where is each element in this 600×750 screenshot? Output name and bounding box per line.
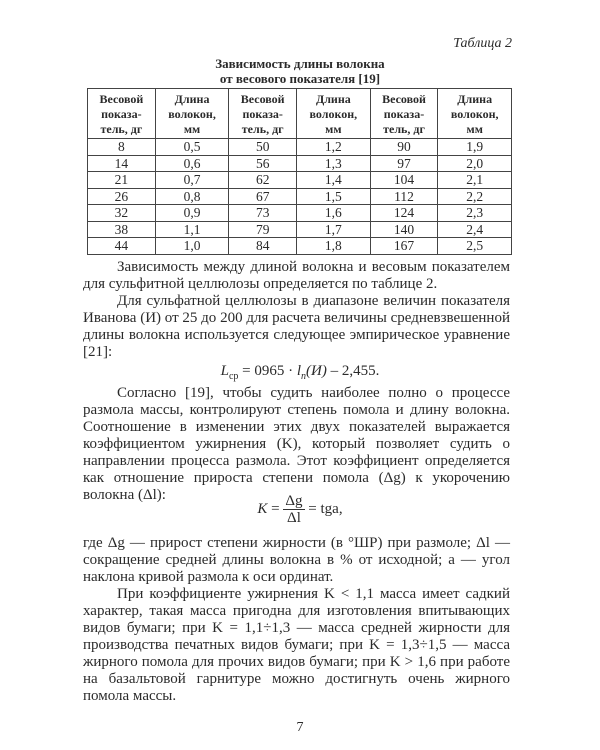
table-cell: 104	[370, 172, 438, 189]
table-row	[88, 238, 512, 255]
formula-rhs-b: (И)	[306, 363, 327, 379]
column-header	[297, 89, 371, 139]
paragraph-refining: Согласно [19], чтобы судить наиболее полно о процессе размола массы, контролируют степень помола и длину волокна. Соотношение в изменении этих двух показателей выражается коэффициентом ужирнения (K), который позволяет судить о направлении процесса размола. Этот коэффициент определяется как отношение прироста степени помола (Δg) к укорочению волокна (Δl):	[83, 385, 510, 503]
column-header-line: волокон,	[450, 106, 499, 121]
page-number: 7	[296, 720, 304, 735]
table-cell: 1,2	[297, 139, 371, 156]
table-cell: 140	[370, 221, 438, 238]
table-cell: 1,3	[297, 155, 371, 172]
formula-k: K	[257, 500, 268, 517]
body-text-block-2	[83, 385, 510, 504]
column-header-line: показа-	[383, 106, 425, 121]
table-cell: 1,8	[297, 238, 371, 255]
table-cell: 50	[229, 139, 297, 156]
table-row	[88, 221, 512, 238]
table-cell: 2,0	[438, 155, 512, 172]
table-cell: 56	[229, 155, 297, 172]
column-header-line: Длина	[315, 91, 351, 106]
table-header-row	[88, 89, 512, 139]
table-cell: 79	[229, 221, 297, 238]
body-text-block-1	[83, 259, 510, 361]
column-header-line: мм	[183, 121, 201, 136]
paragraph-sulfate: Для сульфатной целлюлозы в диапазоне величин показателя Иванова (И) от 25 до 200 для расчета величины средневзвешенной длины волокна используется следующее эмпирическое уравнение [21]:	[83, 293, 510, 360]
paragraph-definitions: где Δg — прирост степени жирности (в °ШР) при размоле; Δl — сокращение средней длины волокна в % от исходной; a — угол наклона кривой размола к оси ординат.	[83, 535, 510, 585]
table-cell: 1,0	[155, 238, 229, 255]
table-cell: 112	[370, 188, 438, 205]
column-header-line: Длина	[457, 91, 493, 106]
fiber-length-table	[87, 88, 512, 255]
column-header-line: Весовой	[99, 91, 144, 106]
column-header-line: показа-	[101, 106, 142, 121]
table-cell: 38	[88, 221, 156, 238]
column-header-line: волокон,	[309, 106, 358, 121]
column-header	[438, 89, 512, 139]
column-header-line: Длина	[174, 91, 210, 106]
formula-rhs: = tga,	[304, 500, 343, 517]
table-cell: 1,6	[297, 205, 371, 222]
table-cell: 21	[88, 172, 156, 189]
table-cell: 1,4	[297, 172, 371, 189]
table-cell: 14	[88, 155, 156, 172]
column-header-line: показа-	[242, 106, 283, 121]
table-cell: 0,5	[155, 139, 229, 156]
column-header	[155, 89, 229, 139]
column-header-line: тель, дг	[383, 121, 425, 136]
table-cell: 0,9	[155, 205, 229, 222]
table-row	[88, 205, 512, 222]
table-cell: 167	[370, 238, 438, 255]
column-header	[229, 89, 297, 139]
table-cell: 73	[229, 205, 297, 222]
table-cell: 32	[88, 205, 156, 222]
column-header	[88, 89, 156, 139]
column-header-line: Весовой	[240, 91, 285, 106]
fraction	[283, 493, 304, 526]
table-cell: 90	[370, 139, 438, 156]
formula-eq: =	[267, 500, 284, 517]
column-header-line: тель, дг	[100, 121, 143, 136]
table-title-line-2: от весового показателя [19]	[219, 71, 381, 86]
column-header-line: мм	[466, 121, 483, 136]
table-cell: 1,5	[297, 188, 371, 205]
column-header-line: Весовой	[382, 91, 426, 106]
column-header-line: тель, дг	[241, 121, 284, 136]
formula-average-length	[0, 363, 600, 382]
table-cell: 84	[229, 238, 297, 255]
table-cell: 62	[229, 172, 297, 189]
table-cell: 1,9	[438, 139, 512, 156]
table-row	[88, 188, 512, 205]
table-cell: 26	[88, 188, 156, 205]
formula-rhs-c: – 2,455.	[326, 363, 380, 379]
table-body	[88, 139, 512, 255]
formula-coefficient	[0, 493, 600, 526]
table-cell: 124	[370, 205, 438, 222]
table-cell: 2,3	[438, 205, 512, 222]
table-cell: 2,2	[438, 188, 512, 205]
table-row	[88, 139, 512, 156]
table-cell: 1,1	[155, 221, 229, 238]
formula-lhs-sub: ср	[228, 371, 239, 382]
fraction-numerator: Δg	[285, 493, 303, 509]
table-cell: 8	[88, 139, 156, 156]
column-header-line: волокон,	[168, 106, 216, 121]
table-row	[88, 155, 512, 172]
paragraph-sulfite: Зависимость между длиной волокна и весовым показателем для сульфитной целлюлозы определяется по таблице 2.	[83, 259, 510, 292]
table-cell: 2,5	[438, 238, 512, 255]
formula-var: l	[296, 363, 302, 379]
table-cell: 1,7	[297, 221, 371, 238]
fraction-denominator: Δl	[287, 510, 301, 526]
formula-rhs-a: = 0965 ·	[238, 363, 297, 379]
formula-var-sub: п	[301, 371, 307, 382]
table-cell: 2,1	[438, 172, 512, 189]
paragraph-coefficient-ranges: При коэффициенте ужирнения K < 1,1 масса имеет садкий характер, такая масса пригодна для изготовления впитывающих видов бумаги; при K = 1,1÷1,3 — масса средней жирности для производства печатных видов бумаги; при K = 1,3÷1,5 — масса жирного помола для прочих видов бумаги; при K > 1,6 при работе на базальтовой гарнитуре можно достигнуть очень жирного помола массы.	[83, 586, 510, 704]
table-cell: 2,4	[438, 221, 512, 238]
table-title-line-1: Зависимость длины волокна	[215, 56, 385, 71]
table-cell: 44	[88, 238, 156, 255]
table-label: Таблица 2	[453, 36, 512, 51]
table-cell: 67	[229, 188, 297, 205]
body-text-block-3	[83, 535, 510, 705]
table-row	[88, 172, 512, 189]
table-cell: 97	[370, 155, 438, 172]
formula-lhs: L	[220, 363, 229, 379]
table-cell: 0,8	[155, 188, 229, 205]
table-title	[0, 56, 600, 86]
column-header	[370, 89, 438, 139]
table-cell: 0,7	[155, 172, 229, 189]
table-cell: 0,6	[155, 155, 229, 172]
column-header-line: мм	[325, 121, 342, 136]
